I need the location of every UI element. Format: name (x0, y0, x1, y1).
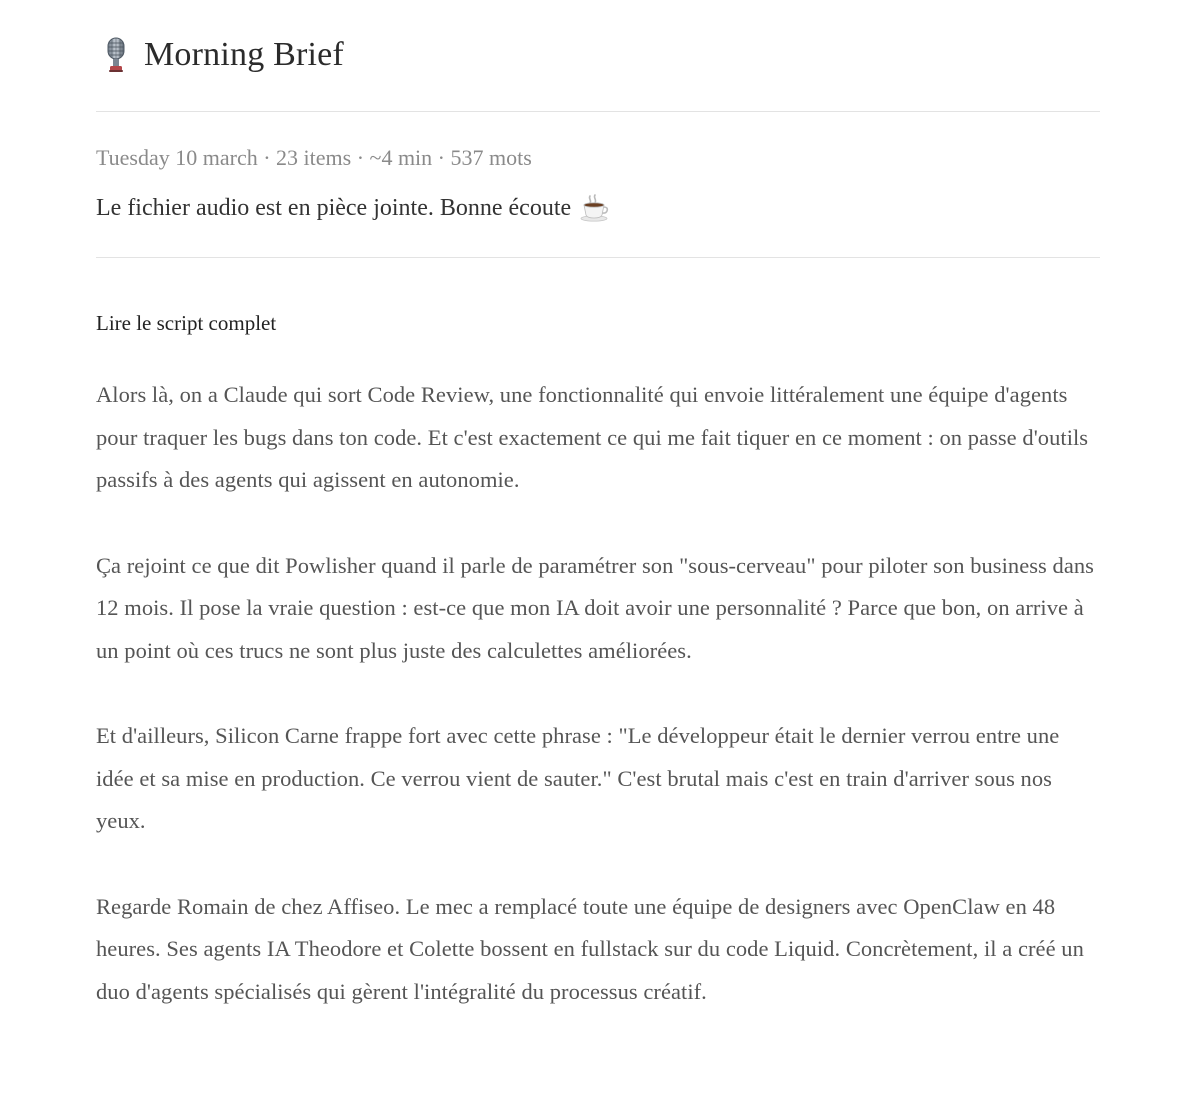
microphone-icon (102, 37, 130, 73)
intro-text: Le fichier audio est en pièce jointe. Bonne écoute (96, 195, 572, 221)
script-content (96, 374, 1100, 1013)
divider (96, 257, 1100, 258)
script-paragraph: Et d'ailleurs, Silicon Carne frappe fort avec cette phrase : "Le développeur était le dernier verrou entre une idée et sa mise en production. Ce verrou vient de sauter." C'est brutal mais c'est en train d'arriver sous nos yeux. (96, 723, 1060, 833)
script-paragraph: Alors là, on a Claude qui sort Code Review, une fonctionnalité qui envoie littéralement une équipe d'agents pour traquer les bugs dans ton code. Et c'est exactement ce qui me fait tiquer en ce moment : on passe d'outils passifs à des agents qui agissent en autonomie. (96, 382, 1089, 492)
coffee-icon (579, 194, 611, 222)
intro-line (96, 193, 1100, 223)
email-body (96, 0, 1100, 1013)
page-title: Morning Brief (144, 35, 344, 73)
brief-meta: Tuesday 10 march · 23 items · ~4 min · 537 mots (96, 145, 532, 170)
header (96, 0, 1100, 112)
script-paragraph: Ça rejoint ce que dit Powlisher quand il parle de paramétrer son "sous-cerveau" pour piloter son business dans 12 mois. Il pose la vraie question : est-ce que mon IA doit avoir une personnalité ? Parce que bon, on arrive à un point où ces trucs ne sont plus juste des calculettes améliorées. (96, 552, 1094, 663)
read-full-script-toggle[interactable]: Lire le script complet (96, 311, 277, 335)
script-paragraph: Regarde Romain de chez Affiseo. Le mec a remplacé toute une équipe de designers avec OpenClaw en 48 heures. Ses agents IA Theodore et Colette bossent en fullstack sur du code Liquid. Concrètement, il a créé un duo d'agents spécialisés qui gèrent l'intégralité du processus créatif. (96, 893, 1084, 1004)
